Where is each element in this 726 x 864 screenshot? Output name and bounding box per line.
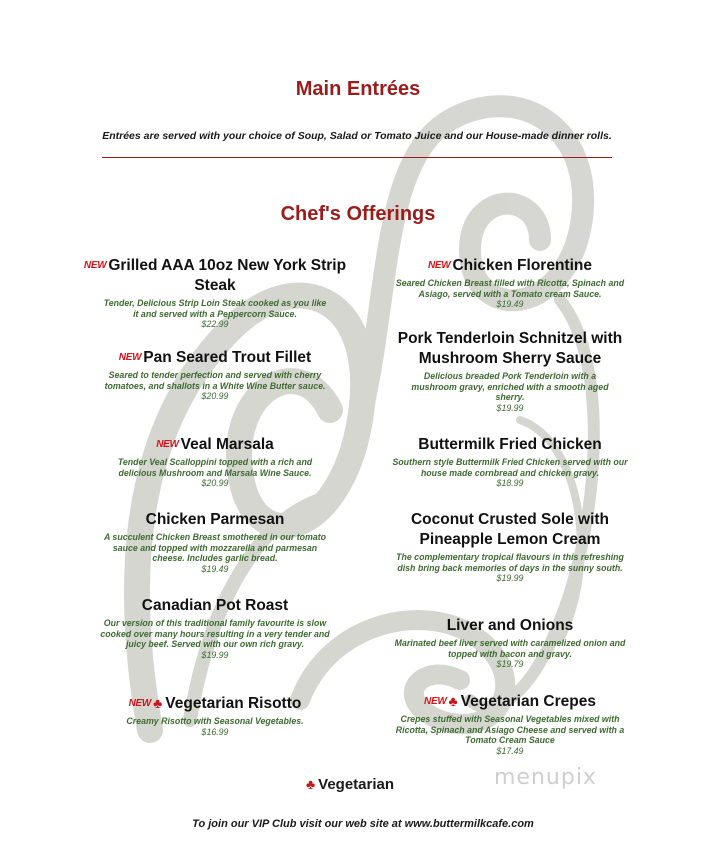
item-description: Tender Veal Scalloppini topped with a rich and delicious Mushroom and Marsala Wine Sauce.: [117, 457, 313, 478]
item-description: Seared to tender perfection and served with cherry tomatoes, and shallots in a White Wine Butter sauce.: [104, 370, 326, 391]
menu-item: [372, 256, 648, 310]
item-name-line: [372, 691, 648, 712]
page-title: Main Entrées: [295, 78, 421, 100]
item-description: Marinated beef liver served with caramelized onion and topped with bacon and gravy.: [394, 638, 626, 659]
item-name: Chicken Parmesan: [145, 511, 285, 528]
menu-item: [372, 691, 648, 757]
item-name-line: [372, 256, 648, 276]
menu-item: [80, 596, 350, 661]
item-name: Vegetarian Crepes: [460, 693, 596, 710]
item-description: The complementary tropical flavours in this refreshing dish bring back memories of days in the sunny south.: [396, 552, 624, 573]
vegetarian-club-icon: ♣: [448, 693, 458, 709]
menu-item: [80, 348, 350, 402]
item-price: $19.99: [496, 573, 524, 583]
item-description: Our version of this traditional family favourite is slow cooked over many hours resulting in a very tender and juicy beef. Served with our own rich gravy.: [100, 618, 330, 649]
section-title: Chef's Offerings: [280, 203, 436, 225]
item-description: Seared Chicken Breast filled with Ricotta, Spinach and Asiago, served with a Tomato cream Sauce.: [395, 278, 625, 299]
menu-item: [372, 510, 648, 584]
item-name-line: [80, 693, 350, 714]
divider: [102, 157, 612, 158]
watermark: menupix: [494, 765, 597, 790]
menu-item: [80, 510, 350, 575]
item-name: Buttermilk Fried Chicken: [418, 436, 602, 453]
item-name: Coconut Crusted Sole with Pineapple Lemon Cream: [410, 511, 610, 548]
item-price: $19.49: [201, 563, 229, 574]
item-name: Pork Tenderloin Schnitzel with Mushroom Sherry Sauce: [397, 330, 623, 367]
item-price: $19.99: [496, 402, 524, 413]
item-name: Liver and Onions: [446, 617, 574, 634]
item-name-line: [80, 596, 350, 616]
menu-item: [80, 256, 350, 330]
legend-label: Vegetarian: [318, 776, 395, 793]
item-price: $16.99: [201, 726, 229, 737]
item-name-line: [372, 329, 648, 369]
item-name: Vegetarian Risotto: [165, 695, 302, 712]
item-price: $19.99: [201, 649, 229, 660]
item-description: Crepes stuffed with Seasonal Vegetables mixed with Ricotta, Spinach and Asiago Cheese and served with a Tomato Cream Sauce: [395, 714, 625, 745]
new-badge: NEW: [424, 696, 447, 707]
item-name-line: [390, 510, 630, 550]
item-name-line: [80, 256, 350, 296]
item-name: Veal Marsala: [180, 436, 274, 453]
item-price: $19.49: [496, 299, 524, 309]
menu-item: [372, 329, 648, 414]
item-description: Tender, Delicious Strip Loin Steak cooked as you like it and served with a Peppercorn Sauce.: [103, 298, 327, 319]
vegetarian-club-icon: ♣: [153, 695, 163, 711]
menu-item: [80, 693, 350, 738]
item-name: Canadian Pot Roast: [141, 597, 289, 614]
menu-item: [80, 435, 350, 489]
menu-item: [372, 435, 648, 489]
new-badge: NEW: [83, 260, 107, 271]
new-badge: NEW: [156, 439, 179, 450]
item-price: $19.79: [496, 659, 524, 669]
item-description: A succulent Chicken Breast smothered in our tomato sauce and topped with mozzarella and parmesan cheese. Includes garlic bread.: [103, 532, 327, 563]
item-name-line: [80, 435, 350, 455]
item-price: $22.99: [201, 319, 229, 329]
item-name-line: [80, 348, 350, 368]
item-name-line: [372, 616, 648, 636]
item-name-line: [372, 435, 648, 455]
item-price: $20.99: [201, 478, 229, 488]
item-name-line: [80, 510, 350, 530]
new-badge: NEW: [128, 698, 152, 709]
item-name: Pan Seared Trout Fillet: [143, 349, 312, 366]
item-price: $18.99: [496, 478, 524, 488]
new-badge: NEW: [118, 352, 142, 363]
footer-text: To join our VIP Club visit our web site at www.buttermilkcafe.com: [192, 818, 534, 830]
item-name: Chicken Florentine: [452, 257, 592, 274]
item-name: Grilled AAA 10oz New York Strip Steak: [108, 257, 347, 294]
intro-text: Entrées are served with your choice of Soup, Salad or Tomato Juice and our House-made dinner rolls.: [102, 130, 612, 142]
item-description: Delicious breaded Pork Tenderloin with a mushroom gravy, enriched with a smooth aged sherry.: [411, 371, 609, 402]
vegetarian-club-icon: ♣: [305, 776, 316, 792]
new-badge: NEW: [428, 260, 451, 271]
item-price: $20.99: [201, 391, 229, 401]
item-description: Southern style Buttermilk Fried Chicken served with our house made cornbread and chicken gravy.: [392, 457, 628, 478]
menu-item: [372, 616, 648, 670]
item-price: $17.49: [496, 745, 524, 756]
item-description: Creamy Risotto with Seasonal Vegetables.: [126, 716, 304, 726]
